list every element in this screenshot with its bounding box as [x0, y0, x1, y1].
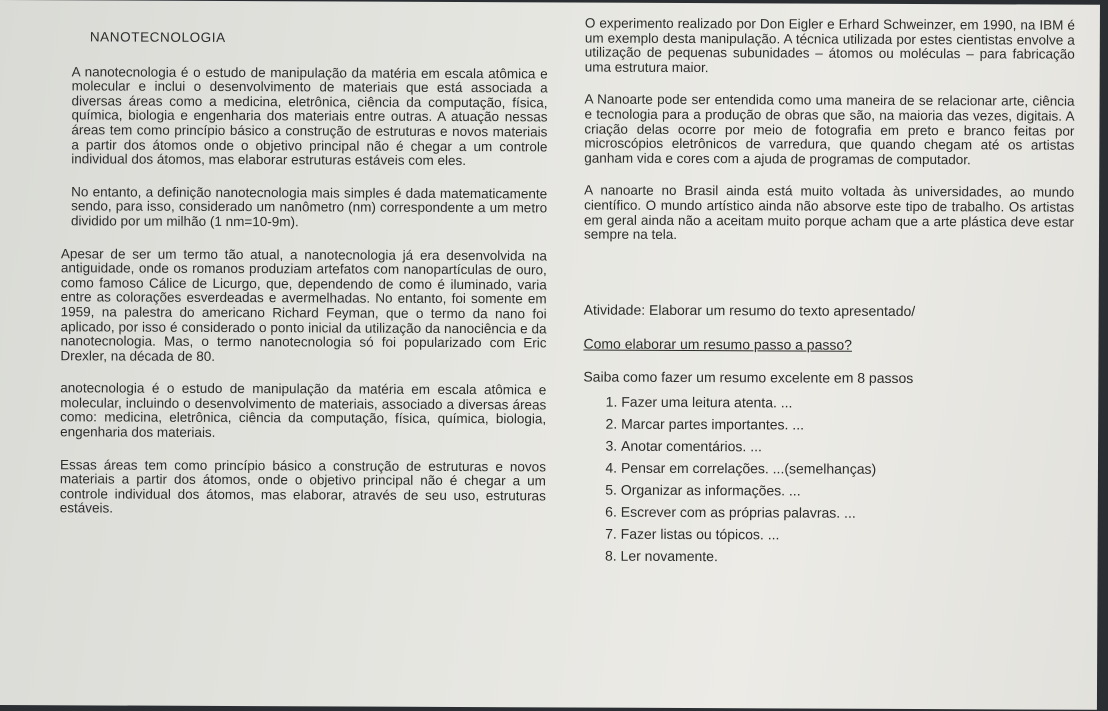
paragraph-definition: A nanotecnologia é o estudo de manipulação da matéria em escala atômica e molecular e inclui o desenvolvimento de materiais que está associada a diversas áreas como a medicina, eletrônica, ciência da computação, física, química, biologia e engenharia dos materiais entre outras. A atuação nessas áreas tem como princípio básico a construção de estruturas e novos materiais a partir dos átomos onde o objetivo principal não é chegar a um controle individual dos átomos, mas elaborar estruturas estáveis com eles.: [71, 63, 548, 169]
activity-instruction: Atividade: Elaborar um resumo do texto apresentado/: [583, 301, 916, 319]
steps-list: [583, 394, 1074, 565]
paragraph-nanometer: No entanto, a definição nanotecnologia mais simples é dada matematicamente sendo, para isso, considerado um nanômetro (nm) correspondente a um metro dividido por um milhão (1 nm=10-9m).: [71, 184, 548, 230]
paragraph-ibm-experiment: O experimento realizado por Don Eigler e Erhard Schweinzer, em 1990, na IBM é um exemplo desta manipulação. A técnica utilizada por estes cientistas envolve a utilização de pequenas subunidades – átomos ou moléculas – para fabricação uma estrutura maior.: [584, 15, 1075, 75]
list-item: 8. Ler novamente.: [621, 549, 1073, 566]
how-to-title: Como elaborar um resumo passo a passo?: [583, 335, 853, 354]
list-item: 2. Marcar partes importantes. ...: [621, 416, 1073, 433]
right-column: [583, 17, 1075, 573]
list-item: 3. Anotar comentários. ...: [621, 438, 1073, 455]
paragraph-nanoart: A Nanoarte pode ser entendida como uma maneira de se relacionar arte, ciência e tecnologia para a produção de obras que são, na maioria das vezes, digitais. A criação delas ocorre por meio de fotografia em preto e branco feitas por microscópios eletrônicos de varredura, que quando chegam até os artistas ganham vida e cores com a ajuda de programas de computador.: [584, 91, 1075, 167]
steps-intro: Saiba como fazer um resumo excelente em 8 passos: [583, 368, 914, 386]
list-item: 4. Pensar em correlações. ...(semelhanças): [621, 460, 1073, 477]
paragraph-principle: Essas áreas tem como princípio básico a construção de estruturas e novos materiais a partir dos átomos, onde o objetivo principal não é chegar a um controle individual dos átomos, mas elaborar, através de seu uso, estruturas estáveis.: [59, 456, 547, 516]
paragraph-history: Apesar de ser um termo tão atual, a nanotecnologia já era desenvolvida na antiguidade, onde os romanos produziam artefatos com nanopartículas de ouro, como famoso Cálice de Licurgo, que, dependendo de como é iluminado, varia entre as colorações esverdeadas e avermelhadas. No entanto, foi somente em 1959, na palestra do americano Richard Feyman, que o termo da nano foi aplicado, por isso é considerado o ponto inicial da utilização da nanociência e da nanotecnologia. Mas, o termo nanotecnologia só foi popularizado com Eric Drexler, na década de 80.: [60, 245, 547, 364]
list-item: 5. Organizar as informações. ...: [621, 483, 1073, 500]
paragraph-summary-definition: anotecnologia é o estudo de manipulação da matéria em escala atômica e molecular, incluindo o desenvolvimento de materiais, associado a diversas áreas como: medicina, eletrônica, ciência da computação, física, química, biologia, engenharia dos materiais.: [60, 380, 547, 441]
list-item: 7. Fazer listas ou tópicos. ...: [621, 527, 1073, 544]
list-item: 1. Fazer uma leitura atenta. ...: [621, 394, 1073, 411]
list-item: 6. Escrever com as próprias palavras. ...: [621, 505, 1073, 522]
paragraph-nanoart-brazil: A nanoarte no Brasil ainda está muito voltada às universidades, ao mundo científico. O mundo artístico ainda não absorve este tipo de trabalho. Os artistas em geral ainda não a aceitam muito porque acham que a arte plástica deve estar sempre na tela.: [583, 182, 1075, 243]
left-column: [60, 30, 548, 518]
page-title: NANOTECNOLOGIA: [89, 29, 226, 45]
